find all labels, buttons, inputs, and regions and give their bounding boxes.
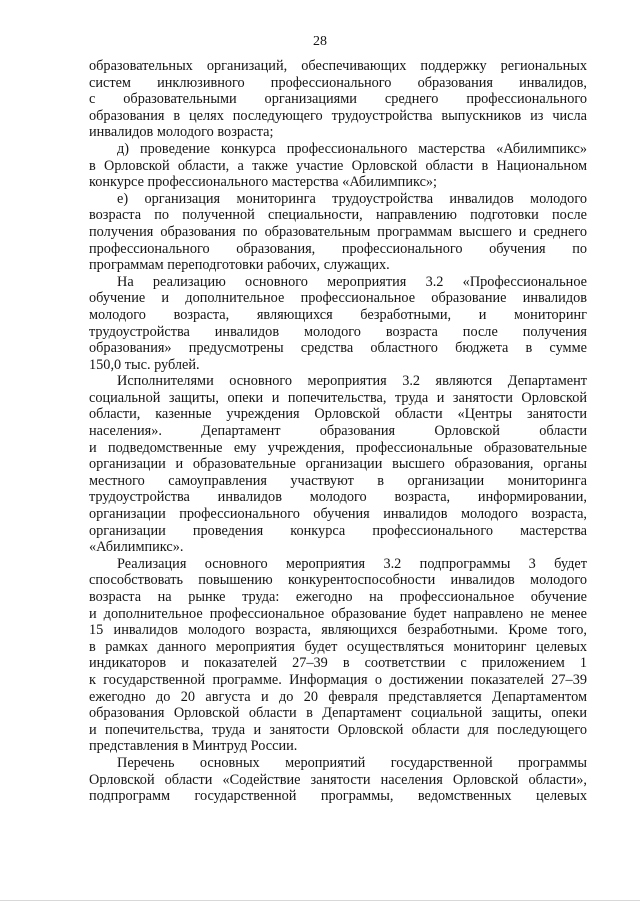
text-line: Исполнителями основного мероприятия 3.2 являются Департамент [117, 373, 587, 390]
text-line: социальной защиты, опеки и попечительства, труда и занятости Орловской [89, 389, 587, 406]
text-line: инвалидов молодого возраста; [89, 124, 274, 141]
text-line: представления в Минтруд России. [89, 738, 298, 755]
text-line: организации профессионального обучения инвалидов молодого возраста, [89, 506, 587, 523]
document-body [89, 58, 587, 805]
text-line: е) организация мониторинга трудоустройства инвалидов молодого [117, 190, 587, 207]
text-line: ежегодно до 20 августа и до 20 февраля представляется Департаментом [89, 688, 587, 705]
text-line: способствовать повышению конкурентоспособности инвалидов молодого [89, 572, 587, 589]
text-line: программам переподготовки рабочих, служащих. [89, 257, 390, 274]
text-line: и дополнительное профессиональное образование будет направлено не менее [89, 605, 587, 622]
text-line: образования Орловской области в Департамент социальной защиты, опеки [89, 705, 587, 722]
text-line: населения». Департамент образования Орловской области [89, 423, 587, 440]
text-line: Орловской области «Содействие занятости населения Орловской области», [89, 771, 587, 788]
text-line: «Абилимпикс». [89, 539, 184, 556]
text-line: 150,0 тыс. рублей. [89, 356, 200, 373]
text-line: профессионального образования, профессионального обучения по [89, 240, 587, 257]
text-line: организации проведения конкурса профессионального мастерства [89, 522, 587, 539]
text-line: Перечень основных мероприятий государственной программы [117, 754, 587, 771]
text-line: к государственной программе. Информация о достижении показателей 27–39 [89, 671, 587, 688]
text-line: организации и образовательные организации высшего образования, органы [89, 456, 587, 473]
scan-edge-divider [0, 900, 640, 901]
text-line: возраста по полученной специальности, направлению подготовки после [89, 207, 587, 224]
page-number: 28 [313, 34, 327, 49]
text-line: и подведомственные ему учреждения, профессиональные образовательные [89, 439, 587, 456]
text-line: обучение и дополнительное профессиональное образование инвалидов [89, 290, 587, 307]
text-line: 15 инвалидов молодого возраста, являющихся безработными. Кроме того, [89, 622, 587, 639]
text-line: На реализацию основного мероприятия 3.2 «Профессиональное [117, 273, 587, 290]
text-line: области, казенные учреждения Орловской области «Центры занятости [89, 406, 587, 423]
text-line: трудоустройства инвалидов молодого возраста после получения [89, 323, 587, 340]
text-line: образования в целях последующего трудоустройства выпускников из числа [89, 107, 587, 124]
text-line: местного самоуправления участвуют в организации мониторинга [89, 472, 587, 489]
text-line: молодого возраста, являющихся безработными, и мониторинг [89, 306, 587, 323]
text-line: трудоустройства инвалидов молодого возраста, информировании, [89, 489, 587, 506]
text-line: конкурсе профессионального мастерства «Абилимпикс»; [89, 174, 438, 191]
text-line: образования» предусмотрены средства областного бюджета в сумме [89, 340, 587, 357]
text-line: образовательных организаций, обеспечивающих поддержку региональных [89, 58, 587, 74]
text-line: индикаторов и показателей 27–39 в соответствии с приложением 1 [89, 655, 587, 672]
text-line: систем инклюзивного профессионального образования инвалидов, [89, 74, 587, 91]
text-line: и попечительства, труда и занятости Орловской области для последующего [89, 721, 587, 738]
text-line: подпрограмм государственной программы, ведомственных целевых [89, 788, 587, 805]
text-line: получения образования по образовательным программам высшего и среднего [89, 223, 587, 240]
text-line: с образовательными организациями среднего профессионального [89, 91, 587, 108]
text-line: возраста на рынке труда: ежегодно на профессиональное обучение [89, 589, 587, 605]
text-line: в рамках данного мероприятия будет осуществляться мониторинг целевых [89, 638, 587, 655]
text-line: д) проведение конкурса профессионального мастерства «Абилимпикс» [117, 140, 587, 157]
text-line: в Орловской области, а также участие Орловской области в Национальном [89, 157, 587, 174]
text-line: Реализация основного мероприятия 3.2 подпрограммы 3 будет [117, 555, 587, 572]
